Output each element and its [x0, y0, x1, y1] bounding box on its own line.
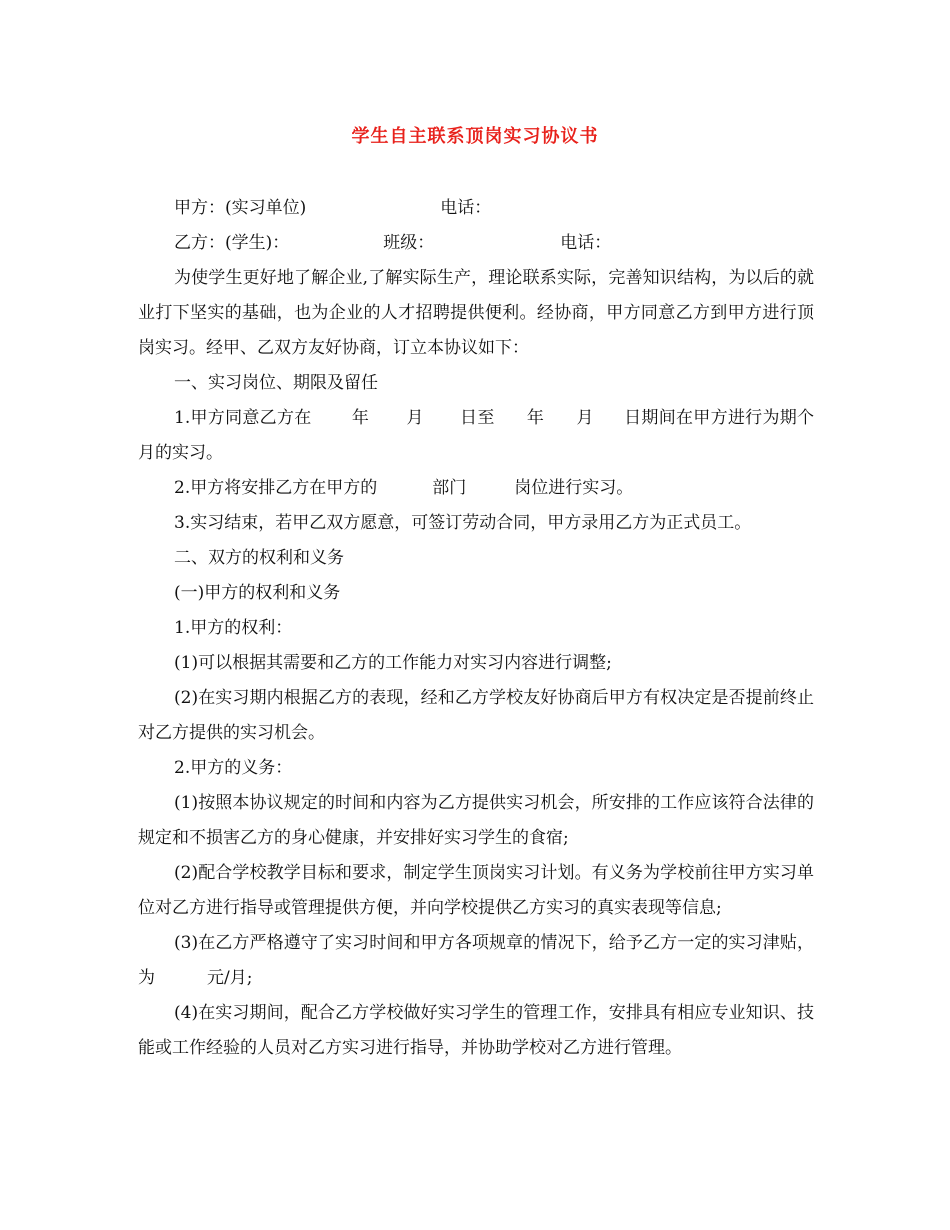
item1-text-start: 1.甲方同意乙方在 [174, 408, 312, 428]
party-a-right-1: (1)可以根据其需要和乙方的工作能力对实习内容进行调整; [174, 653, 612, 673]
duty3-text: (3)在乙方严格遵守了实习时间和甲方各项规章的情况下，给予乙方一定的实习津贴，为 [138, 933, 814, 988]
item1-month-start: 月 [406, 408, 424, 428]
party-b-phone-label: 电话： [560, 233, 612, 253]
duty3-unit: 元/月; [207, 968, 253, 988]
party-b-line [138, 226, 814, 261]
item1-day-start: 日至 [459, 408, 495, 428]
item1-text-end: 日期间在甲方进行为期个月的实习。 [138, 408, 815, 463]
document-title: 学生自主联系顶岗实习协议书 [351, 126, 599, 147]
section1-heading: 一、实习岗位、期限及留任 [174, 373, 378, 393]
intro-paragraph: 为使学生更好地了解企业,了解实际生产，理论联系实际，完善知识结构，为以后的就业打下坚实的基础，也为企业的人才招聘提供便利。经协商，甲方同意乙方到甲方进行顶岗实习。经甲、乙双方友好协商，订立本协议如下： [138, 268, 814, 358]
party-a-rights-heading: 1.甲方的权利： [174, 618, 293, 638]
party-a-line [138, 191, 814, 226]
section1-item1 [138, 401, 814, 471]
section1-item3: 3.实习结束，若甲乙双方愿意，可签订劳动合同，甲方录用乙方为正式员工。 [174, 513, 752, 533]
party-b-label: 乙方：(学生)： [174, 233, 290, 253]
item1-month-end: 月 [576, 408, 594, 428]
party-a-duties-heading: 2.甲方的义务： [174, 758, 293, 778]
party-a-phone-label: 电话： [440, 198, 492, 218]
party-a-right-2: (2)在实习期内根据乙方的表现，经和乙方学校友好协商后甲方有权决定是否提前终止对乙方提供的实习机会。 [138, 688, 814, 743]
party-a-duty-4: (4)在实习期间，配合乙方学校做好实习学生的管理工作，安排具有相应专业知识、技能或工作经验的人员对乙方实习进行指导，并协助学校对乙方进行管理。 [138, 1003, 814, 1058]
party-a-duty-3 [138, 926, 814, 996]
item2-text-start: 2.甲方将安排乙方在甲方的 [174, 478, 378, 498]
section2-heading: 二、双方的权利和义务 [174, 548, 344, 568]
section1-item2 [138, 471, 814, 506]
item2-text-end: 岗位进行实习。 [514, 478, 634, 498]
section2-sub1: (一)甲方的权利和义务 [174, 583, 341, 603]
party-a-duty-2: (2)配合学校教学目标和要求，制定学生顶岗实习计划。有义务为学校前往甲方实习单位对乙方进行指导或管理提供方便，并向学校提供乙方实习的真实表现等信息; [138, 863, 814, 918]
item2-dept: 部门 [432, 478, 467, 498]
item1-year-end: 年 [526, 408, 545, 428]
document-body [138, 191, 814, 1066]
party-a-label: 甲方：(实习单位) [174, 198, 307, 218]
party-a-duty-1: (1)按照本协议规定的时间和内容为乙方提供实习机会，所安排的工作应该符合法律的规定和不损害乙方的身心健康，并安排好实习学生的食宿; [138, 793, 814, 848]
item1-year-start: 年 [351, 408, 370, 428]
party-b-class-label: 班级： [383, 233, 435, 253]
